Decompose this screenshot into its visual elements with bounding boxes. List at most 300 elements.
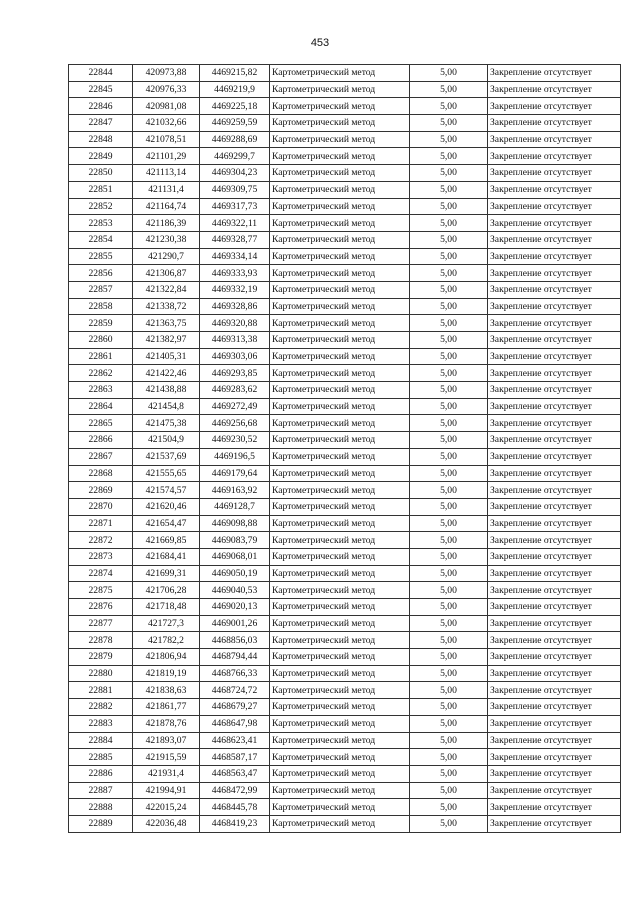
x-coordinate-cell: 421915,59 bbox=[133, 749, 200, 766]
method-cell: Картометрический метод bbox=[270, 148, 410, 165]
method-cell: Картометрический метод bbox=[270, 599, 410, 616]
method-cell: Картометрический метод bbox=[270, 465, 410, 482]
method-cell: Картометрический метод bbox=[270, 298, 410, 315]
point-number-cell: 22887 bbox=[69, 782, 133, 799]
method-cell: Картометрический метод bbox=[270, 432, 410, 449]
fixing-cell: Закрепление отсутствует bbox=[488, 649, 621, 666]
table-row bbox=[69, 548, 621, 565]
y-coordinate-cell: 4469230,52 bbox=[200, 432, 270, 449]
point-number-cell: 22861 bbox=[69, 348, 133, 365]
error-cell: 5,00 bbox=[410, 148, 488, 165]
point-number-cell: 22857 bbox=[69, 281, 133, 298]
point-number-cell: 22869 bbox=[69, 482, 133, 499]
y-coordinate-cell: 4469283,62 bbox=[200, 382, 270, 399]
y-coordinate-cell: 4468587,17 bbox=[200, 749, 270, 766]
x-coordinate-cell: 421727,3 bbox=[133, 615, 200, 632]
y-coordinate-cell: 4468623,41 bbox=[200, 732, 270, 749]
y-coordinate-cell: 4469334,14 bbox=[200, 248, 270, 265]
table-row bbox=[69, 465, 621, 482]
x-coordinate-cell: 421101,29 bbox=[133, 148, 200, 165]
y-coordinate-cell: 4468724,72 bbox=[200, 682, 270, 699]
method-cell: Картометрический метод bbox=[270, 398, 410, 415]
point-number-cell: 22873 bbox=[69, 548, 133, 565]
x-coordinate-cell: 421504,9 bbox=[133, 432, 200, 449]
method-cell: Картометрический метод bbox=[270, 482, 410, 499]
y-coordinate-cell: 4469163,92 bbox=[200, 482, 270, 499]
fixing-cell: Закрепление отсутствует bbox=[488, 765, 621, 782]
fixing-cell: Закрепление отсутствует bbox=[488, 749, 621, 766]
error-cell: 5,00 bbox=[410, 398, 488, 415]
point-number-cell: 22864 bbox=[69, 398, 133, 415]
y-coordinate-cell: 4469215,82 bbox=[200, 65, 270, 82]
y-coordinate-cell: 4469040,53 bbox=[200, 582, 270, 599]
point-number-cell: 22884 bbox=[69, 732, 133, 749]
table-row bbox=[69, 448, 621, 465]
y-coordinate-cell: 4469020,13 bbox=[200, 599, 270, 616]
x-coordinate-cell: 421537,69 bbox=[133, 448, 200, 465]
point-number-cell: 22845 bbox=[69, 81, 133, 98]
error-cell: 5,00 bbox=[410, 799, 488, 816]
x-coordinate-cell: 422015,24 bbox=[133, 799, 200, 816]
table-row bbox=[69, 215, 621, 232]
error-cell: 5,00 bbox=[410, 81, 488, 98]
fixing-cell: Закрепление отсутствует bbox=[488, 665, 621, 682]
table-row bbox=[69, 231, 621, 248]
error-cell: 5,00 bbox=[410, 715, 488, 732]
method-cell: Картометрический метод bbox=[270, 215, 410, 232]
y-coordinate-cell: 4468679,27 bbox=[200, 699, 270, 716]
error-cell: 5,00 bbox=[410, 248, 488, 265]
x-coordinate-cell: 421574,57 bbox=[133, 482, 200, 499]
y-coordinate-cell: 4469322,11 bbox=[200, 215, 270, 232]
error-cell: 5,00 bbox=[410, 382, 488, 399]
y-coordinate-cell: 4469219,9 bbox=[200, 81, 270, 98]
method-cell: Картометрический метод bbox=[270, 782, 410, 799]
error-cell: 5,00 bbox=[410, 98, 488, 115]
y-coordinate-cell: 4469328,86 bbox=[200, 298, 270, 315]
x-coordinate-cell: 421363,75 bbox=[133, 315, 200, 332]
method-cell: Картометрический метод bbox=[270, 231, 410, 248]
x-coordinate-cell: 421405,31 bbox=[133, 348, 200, 365]
x-coordinate-cell: 421669,85 bbox=[133, 532, 200, 549]
table-row bbox=[69, 432, 621, 449]
y-coordinate-cell: 4468419,23 bbox=[200, 815, 270, 832]
error-cell: 5,00 bbox=[410, 65, 488, 82]
x-coordinate-cell: 422036,48 bbox=[133, 815, 200, 832]
error-cell: 5,00 bbox=[410, 765, 488, 782]
method-cell: Картометрический метод bbox=[270, 649, 410, 666]
point-number-cell: 22878 bbox=[69, 632, 133, 649]
x-coordinate-cell: 420976,33 bbox=[133, 81, 200, 98]
point-number-cell: 22881 bbox=[69, 682, 133, 699]
y-coordinate-cell: 4469098,88 bbox=[200, 515, 270, 532]
fixing-cell: Закрепление отсутствует bbox=[488, 315, 621, 332]
method-cell: Картометрический метод bbox=[270, 281, 410, 298]
y-coordinate-cell: 4468445,78 bbox=[200, 799, 270, 816]
x-coordinate-cell: 421931,4 bbox=[133, 765, 200, 782]
point-number-cell: 22849 bbox=[69, 148, 133, 165]
method-cell: Картометрический метод bbox=[270, 181, 410, 198]
fixing-cell: Закрепление отсутствует bbox=[488, 565, 621, 582]
method-cell: Картометрический метод bbox=[270, 498, 410, 515]
x-coordinate-cell: 421078,51 bbox=[133, 131, 200, 148]
method-cell: Картометрический метод bbox=[270, 765, 410, 782]
point-number-cell: 22886 bbox=[69, 765, 133, 782]
y-coordinate-cell: 4469196,5 bbox=[200, 448, 270, 465]
point-number-cell: 22880 bbox=[69, 665, 133, 682]
error-cell: 5,00 bbox=[410, 782, 488, 799]
fixing-cell: Закрепление отсутствует bbox=[488, 398, 621, 415]
table-row bbox=[69, 582, 621, 599]
method-cell: Картометрический метод bbox=[270, 65, 410, 82]
error-cell: 5,00 bbox=[410, 298, 488, 315]
fixing-cell: Закрепление отсутствует bbox=[488, 98, 621, 115]
point-number-cell: 22863 bbox=[69, 382, 133, 399]
fixing-cell: Закрепление отсутствует bbox=[488, 782, 621, 799]
fixing-cell: Закрепление отсутствует bbox=[488, 465, 621, 482]
table-row bbox=[69, 281, 621, 298]
y-coordinate-cell: 4469179,64 bbox=[200, 465, 270, 482]
x-coordinate-cell: 421838,63 bbox=[133, 682, 200, 699]
method-cell: Картометрический метод bbox=[270, 165, 410, 182]
fixing-cell: Закрепление отсутствует bbox=[488, 498, 621, 515]
error-cell: 5,00 bbox=[410, 415, 488, 432]
error-cell: 5,00 bbox=[410, 565, 488, 582]
table-row bbox=[69, 482, 621, 499]
method-cell: Картометрический метод bbox=[270, 248, 410, 265]
y-coordinate-cell: 4469333,93 bbox=[200, 265, 270, 282]
y-coordinate-cell: 4469272,49 bbox=[200, 398, 270, 415]
table-row bbox=[69, 131, 621, 148]
method-cell: Картометрический метод bbox=[270, 265, 410, 282]
error-cell: 5,00 bbox=[410, 699, 488, 716]
point-number-cell: 22882 bbox=[69, 699, 133, 716]
x-coordinate-cell: 421113,14 bbox=[133, 165, 200, 182]
point-number-cell: 22885 bbox=[69, 749, 133, 766]
fixing-cell: Закрепление отсутствует bbox=[488, 365, 621, 382]
fixing-cell: Закрепление отсутствует bbox=[488, 699, 621, 716]
table-row bbox=[69, 165, 621, 182]
error-cell: 5,00 bbox=[410, 599, 488, 616]
x-coordinate-cell: 420981,08 bbox=[133, 98, 200, 115]
fixing-cell: Закрепление отсутствует bbox=[488, 198, 621, 215]
fixing-cell: Закрепление отсутствует bbox=[488, 815, 621, 832]
table-row bbox=[69, 532, 621, 549]
error-cell: 5,00 bbox=[410, 215, 488, 232]
method-cell: Картометрический метод bbox=[270, 382, 410, 399]
error-cell: 5,00 bbox=[410, 682, 488, 699]
table-row bbox=[69, 115, 621, 132]
table-row bbox=[69, 599, 621, 616]
method-cell: Картометрический метод bbox=[270, 582, 410, 599]
error-cell: 5,00 bbox=[410, 632, 488, 649]
y-coordinate-cell: 4469293,85 bbox=[200, 365, 270, 382]
method-cell: Картометрический метод bbox=[270, 515, 410, 532]
x-coordinate-cell: 421032,66 bbox=[133, 115, 200, 132]
x-coordinate-cell: 421819,19 bbox=[133, 665, 200, 682]
table-row bbox=[69, 649, 621, 666]
y-coordinate-cell: 4469299,7 bbox=[200, 148, 270, 165]
x-coordinate-cell: 421164,74 bbox=[133, 198, 200, 215]
x-coordinate-cell: 421684,41 bbox=[133, 548, 200, 565]
method-cell: Картометрический метод bbox=[270, 81, 410, 98]
error-cell: 5,00 bbox=[410, 649, 488, 666]
error-cell: 5,00 bbox=[410, 732, 488, 749]
y-coordinate-cell: 4468472,99 bbox=[200, 782, 270, 799]
method-cell: Картометрический метод bbox=[270, 665, 410, 682]
x-coordinate-cell: 421861,77 bbox=[133, 699, 200, 716]
error-cell: 5,00 bbox=[410, 265, 488, 282]
error-cell: 5,00 bbox=[410, 465, 488, 482]
table-row bbox=[69, 715, 621, 732]
x-coordinate-cell: 421438,88 bbox=[133, 382, 200, 399]
fixing-cell: Закрепление отсутствует bbox=[488, 482, 621, 499]
method-cell: Картометрический метод bbox=[270, 532, 410, 549]
table-row bbox=[69, 198, 621, 215]
x-coordinate-cell: 421994,91 bbox=[133, 782, 200, 799]
fixing-cell: Закрепление отсутствует bbox=[488, 332, 621, 349]
fixing-cell: Закрепление отсутствует bbox=[488, 281, 621, 298]
y-coordinate-cell: 4468856,03 bbox=[200, 632, 270, 649]
method-cell: Картометрический метод bbox=[270, 115, 410, 132]
point-number-cell: 22858 bbox=[69, 298, 133, 315]
error-cell: 5,00 bbox=[410, 665, 488, 682]
y-coordinate-cell: 4469317,73 bbox=[200, 198, 270, 215]
x-coordinate-cell: 421654,47 bbox=[133, 515, 200, 532]
fixing-cell: Закрепление отсутствует bbox=[488, 732, 621, 749]
table-row bbox=[69, 148, 621, 165]
x-coordinate-cell: 421131,4 bbox=[133, 181, 200, 198]
point-number-cell: 22867 bbox=[69, 448, 133, 465]
error-cell: 5,00 bbox=[410, 815, 488, 832]
table-row bbox=[69, 332, 621, 349]
method-cell: Картометрический метод bbox=[270, 732, 410, 749]
y-coordinate-cell: 4468794,44 bbox=[200, 649, 270, 666]
point-number-cell: 22874 bbox=[69, 565, 133, 582]
point-number-cell: 22883 bbox=[69, 715, 133, 732]
y-coordinate-cell: 4469083,79 bbox=[200, 532, 270, 549]
method-cell: Картометрический метод bbox=[270, 448, 410, 465]
table-row bbox=[69, 181, 621, 198]
fixing-cell: Закрепление отсутствует bbox=[488, 181, 621, 198]
table-row bbox=[69, 398, 621, 415]
table-row bbox=[69, 365, 621, 382]
y-coordinate-cell: 4469068,01 bbox=[200, 548, 270, 565]
point-number-cell: 22860 bbox=[69, 332, 133, 349]
method-cell: Картометрический метод bbox=[270, 332, 410, 349]
error-cell: 5,00 bbox=[410, 131, 488, 148]
point-number-cell: 22872 bbox=[69, 532, 133, 549]
y-coordinate-cell: 4469303,06 bbox=[200, 348, 270, 365]
y-coordinate-cell: 4469256,68 bbox=[200, 415, 270, 432]
table-row bbox=[69, 98, 621, 115]
point-number-cell: 22852 bbox=[69, 198, 133, 215]
method-cell: Картометрический метод bbox=[270, 548, 410, 565]
y-coordinate-cell: 4469320,88 bbox=[200, 315, 270, 332]
error-cell: 5,00 bbox=[410, 548, 488, 565]
error-cell: 5,00 bbox=[410, 482, 488, 499]
error-cell: 5,00 bbox=[410, 365, 488, 382]
table-row bbox=[69, 799, 621, 816]
error-cell: 5,00 bbox=[410, 281, 488, 298]
point-number-cell: 22853 bbox=[69, 215, 133, 232]
error-cell: 5,00 bbox=[410, 231, 488, 248]
table-row bbox=[69, 515, 621, 532]
table-row bbox=[69, 632, 621, 649]
fixing-cell: Закрепление отсутствует bbox=[488, 682, 621, 699]
point-number-cell: 22876 bbox=[69, 599, 133, 616]
method-cell: Картометрический метод bbox=[270, 348, 410, 365]
point-number-cell: 22879 bbox=[69, 649, 133, 666]
method-cell: Картометрический метод bbox=[270, 365, 410, 382]
point-number-cell: 22862 bbox=[69, 365, 133, 382]
table-row bbox=[69, 749, 621, 766]
y-coordinate-cell: 4469309,75 bbox=[200, 181, 270, 198]
table-row bbox=[69, 81, 621, 98]
method-cell: Картометрический метод bbox=[270, 198, 410, 215]
fixing-cell: Закрепление отсутствует bbox=[488, 165, 621, 182]
y-coordinate-cell: 4469304,23 bbox=[200, 165, 270, 182]
error-cell: 5,00 bbox=[410, 448, 488, 465]
table-row bbox=[69, 665, 621, 682]
method-cell: Картометрический метод bbox=[270, 799, 410, 816]
point-number-cell: 22859 bbox=[69, 315, 133, 332]
error-cell: 5,00 bbox=[410, 181, 488, 198]
x-coordinate-cell: 421290,7 bbox=[133, 248, 200, 265]
point-number-cell: 22855 bbox=[69, 248, 133, 265]
fixing-cell: Закрепление отсутствует bbox=[488, 632, 621, 649]
table-row bbox=[69, 699, 621, 716]
point-number-cell: 22889 bbox=[69, 815, 133, 832]
x-coordinate-cell: 421878,76 bbox=[133, 715, 200, 732]
x-coordinate-cell: 421782,2 bbox=[133, 632, 200, 649]
fixing-cell: Закрепление отсутствует bbox=[488, 448, 621, 465]
table-row bbox=[69, 65, 621, 82]
method-cell: Картометрический метод bbox=[270, 98, 410, 115]
table-body bbox=[69, 65, 621, 833]
y-coordinate-cell: 4469288,69 bbox=[200, 131, 270, 148]
point-number-cell: 22877 bbox=[69, 615, 133, 632]
error-cell: 5,00 bbox=[410, 498, 488, 515]
x-coordinate-cell: 421555,65 bbox=[133, 465, 200, 482]
error-cell: 5,00 bbox=[410, 432, 488, 449]
point-number-cell: 22847 bbox=[69, 115, 133, 132]
table-row bbox=[69, 765, 621, 782]
point-number-cell: 22868 bbox=[69, 465, 133, 482]
method-cell: Картометрический метод bbox=[270, 315, 410, 332]
point-number-cell: 22850 bbox=[69, 165, 133, 182]
fixing-cell: Закрепление отсутствует bbox=[488, 432, 621, 449]
method-cell: Картометрический метод bbox=[270, 415, 410, 432]
x-coordinate-cell: 421306,87 bbox=[133, 265, 200, 282]
y-coordinate-cell: 4469001,26 bbox=[200, 615, 270, 632]
fixing-cell: Закрепление отсутствует bbox=[488, 382, 621, 399]
x-coordinate-cell: 421806,94 bbox=[133, 649, 200, 666]
table-row bbox=[69, 415, 621, 432]
x-coordinate-cell: 421893,07 bbox=[133, 732, 200, 749]
fixing-cell: Закрепление отсутствует bbox=[488, 248, 621, 265]
y-coordinate-cell: 4468766,33 bbox=[200, 665, 270, 682]
error-cell: 5,00 bbox=[410, 348, 488, 365]
coordinates-table bbox=[68, 64, 621, 833]
point-number-cell: 22844 bbox=[69, 65, 133, 82]
table-row bbox=[69, 348, 621, 365]
x-coordinate-cell: 421338,72 bbox=[133, 298, 200, 315]
point-number-cell: 22846 bbox=[69, 98, 133, 115]
table-row bbox=[69, 815, 621, 832]
x-coordinate-cell: 421186,39 bbox=[133, 215, 200, 232]
error-cell: 5,00 bbox=[410, 332, 488, 349]
fixing-cell: Закрепление отсутствует bbox=[488, 348, 621, 365]
x-coordinate-cell: 421422,46 bbox=[133, 365, 200, 382]
point-number-cell: 22851 bbox=[69, 181, 133, 198]
y-coordinate-cell: 4469328,77 bbox=[200, 231, 270, 248]
fixing-cell: Закрепление отсутствует bbox=[488, 148, 621, 165]
x-coordinate-cell: 421620,46 bbox=[133, 498, 200, 515]
y-coordinate-cell: 4469225,18 bbox=[200, 98, 270, 115]
method-cell: Картометрический метод bbox=[270, 815, 410, 832]
y-coordinate-cell: 4469050,19 bbox=[200, 565, 270, 582]
method-cell: Картометрический метод bbox=[270, 632, 410, 649]
point-number-cell: 22866 bbox=[69, 432, 133, 449]
fixing-cell: Закрепление отсутствует bbox=[488, 298, 621, 315]
error-cell: 5,00 bbox=[410, 315, 488, 332]
table-row bbox=[69, 565, 621, 582]
fixing-cell: Закрепление отсутствует bbox=[488, 515, 621, 532]
method-cell: Картометрический метод bbox=[270, 615, 410, 632]
table-row bbox=[69, 682, 621, 699]
x-coordinate-cell: 421230,38 bbox=[133, 231, 200, 248]
table-row bbox=[69, 615, 621, 632]
table-row bbox=[69, 315, 621, 332]
fixing-cell: Закрепление отсутствует bbox=[488, 548, 621, 565]
table-row bbox=[69, 782, 621, 799]
x-coordinate-cell: 421699,31 bbox=[133, 565, 200, 582]
y-coordinate-cell: 4468647,98 bbox=[200, 715, 270, 732]
fixing-cell: Закрепление отсутствует bbox=[488, 532, 621, 549]
error-cell: 5,00 bbox=[410, 615, 488, 632]
x-coordinate-cell: 421706,28 bbox=[133, 582, 200, 599]
y-coordinate-cell: 4469259,59 bbox=[200, 115, 270, 132]
error-cell: 5,00 bbox=[410, 515, 488, 532]
point-number-cell: 22865 bbox=[69, 415, 133, 432]
x-coordinate-cell: 421322,84 bbox=[133, 281, 200, 298]
method-cell: Картометрический метод bbox=[270, 699, 410, 716]
x-coordinate-cell: 421475,38 bbox=[133, 415, 200, 432]
y-coordinate-cell: 4469128,7 bbox=[200, 498, 270, 515]
y-coordinate-cell: 4469313,38 bbox=[200, 332, 270, 349]
page-number: 453 bbox=[310, 37, 330, 49]
error-cell: 5,00 bbox=[410, 165, 488, 182]
fixing-cell: Закрепление отсутствует bbox=[488, 799, 621, 816]
table-row bbox=[69, 298, 621, 315]
fixing-cell: Закрепление отсутствует bbox=[488, 582, 621, 599]
point-number-cell: 22856 bbox=[69, 265, 133, 282]
table-row bbox=[69, 382, 621, 399]
method-cell: Картометрический метод bbox=[270, 749, 410, 766]
table-row bbox=[69, 265, 621, 282]
table-row bbox=[69, 248, 621, 265]
table-row bbox=[69, 732, 621, 749]
fixing-cell: Закрепление отсутствует bbox=[488, 265, 621, 282]
point-number-cell: 22871 bbox=[69, 515, 133, 532]
point-number-cell: 22854 bbox=[69, 231, 133, 248]
y-coordinate-cell: 4468563,47 bbox=[200, 765, 270, 782]
point-number-cell: 22870 bbox=[69, 498, 133, 515]
point-number-cell: 22875 bbox=[69, 582, 133, 599]
error-cell: 5,00 bbox=[410, 532, 488, 549]
error-cell: 5,00 bbox=[410, 198, 488, 215]
